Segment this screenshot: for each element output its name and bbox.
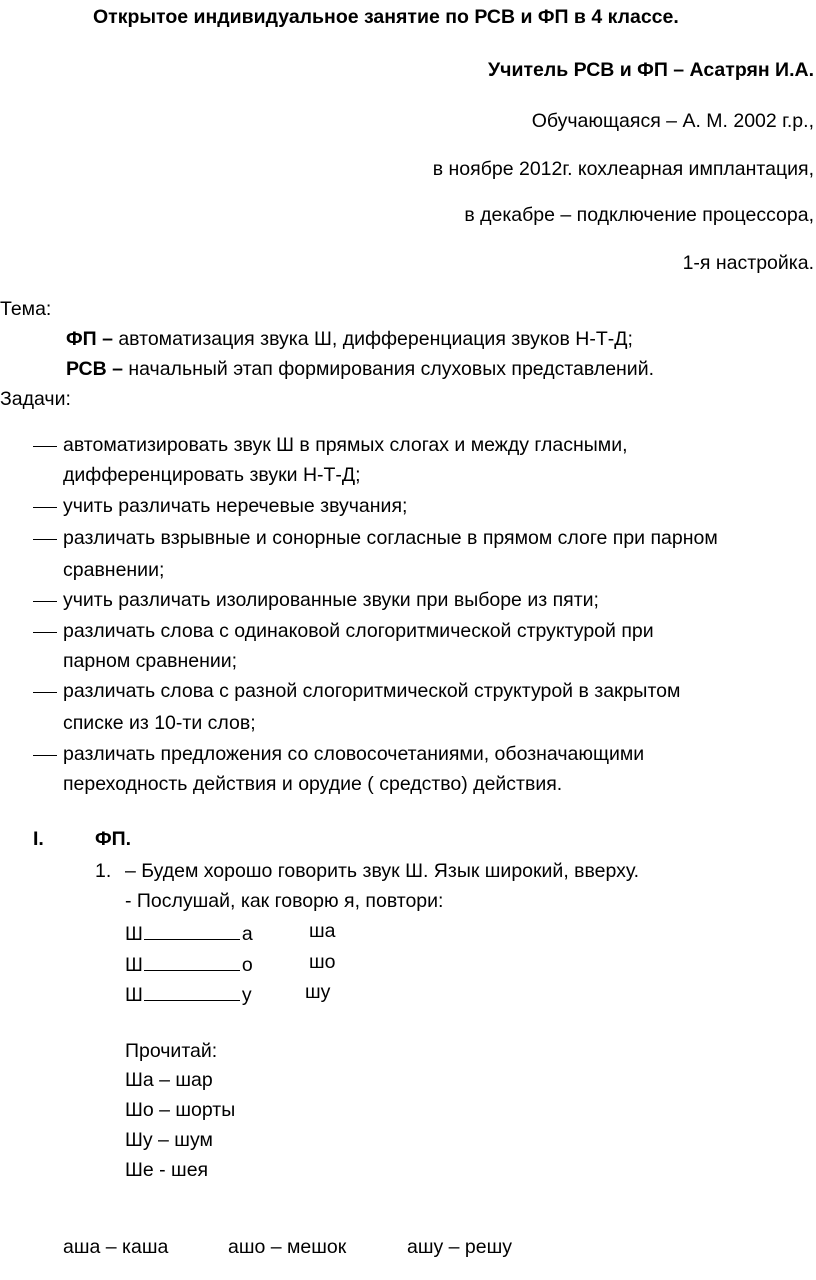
info-line-3: в декабре – подключение процессора, (464, 204, 814, 226)
task-2-line-1: учить различать неречевые звучания; (63, 495, 408, 517)
task-5-line-2: парном сравнении; (63, 650, 238, 672)
word-pair: ашо – мешок (228, 1236, 347, 1258)
syllable-row (125, 953, 253, 976)
list-bullet (33, 692, 57, 693)
list-bullet (33, 507, 57, 508)
syllable-start: Ш (125, 954, 143, 976)
task-4-line-1: учить различать изолированные звуки при выборе из пяти; (63, 589, 599, 611)
topic-item-fp-key: ФП – (66, 328, 113, 350)
syllable-vowel: о (241, 954, 253, 976)
info-line-2: в ноябре 2012г. кохлеарная имплантация, (432, 158, 814, 180)
instruction-line-1: – Будем хорошо говорить звук Ш. Язык широкий, вверху. (125, 860, 640, 882)
syllable-result: шо (309, 951, 336, 973)
list-bullet (33, 632, 57, 633)
document-title: Открытое индивидуальное занятие по РСВ и ФП в 4 классе. (93, 6, 679, 28)
blank-line (144, 983, 240, 1001)
list-bullet (33, 755, 57, 756)
task-6-line-1: различать слова с разной слогоритмической структурой в закрытом (63, 680, 681, 702)
read-item: Ше - шея (125, 1159, 209, 1181)
read-label: Прочитай: (125, 1040, 218, 1062)
topic-item-rsv-key: РСВ – (66, 358, 123, 380)
read-item: Ша – шар (125, 1069, 213, 1091)
syllable-row (125, 983, 252, 1006)
topic-item-rsv-text: начальный этап формирования слуховых представлений. (122, 358, 655, 380)
topic-label: Тема: (0, 298, 52, 320)
section-numeral: I. (33, 828, 44, 850)
topic-item-fp-text: автоматизация звука Ш, дифференциация звуков Н-Т-Д; (112, 328, 633, 350)
syllable-result: ша (309, 920, 336, 942)
section-title: ФП. (95, 828, 132, 850)
task-7-line-2: переходность действия и орудие ( средство) действия. (63, 773, 563, 795)
syllable-start: Ш (125, 923, 143, 945)
syllable-start: Ш (125, 984, 143, 1006)
item-number: 1. (95, 860, 112, 882)
syllable-row (125, 922, 253, 945)
word-pair: аша – каша (63, 1236, 169, 1258)
syllable-result: шу (305, 981, 331, 1003)
task-1-line-2: дифференцировать звуки Н-Т-Д; (63, 464, 361, 486)
instruction-line-2: - Послушай, как говорю я, повтори: (125, 890, 444, 912)
word-pair: ашу – решу (407, 1236, 513, 1258)
blank-line (144, 922, 240, 940)
list-bullet (33, 539, 57, 540)
task-6-line-2: списке из 10-ти слов; (63, 712, 256, 734)
teacher-line: Учитель РСВ и ФП – Асатрян И.А. (488, 59, 814, 81)
info-line-1: Обучающаяся – А. М. 2002 г.р., (531, 110, 814, 132)
topic-item-rsv (66, 360, 654, 380)
read-item: Шу – шум (125, 1129, 213, 1151)
task-7-line-1: различать предложения со словосочетаниями, обозначающими (63, 743, 645, 765)
task-3-line-1: различать взрывные и сонорные согласные в прямом слоге при парном (63, 527, 718, 549)
syllable-vowel: у (241, 984, 252, 1006)
read-item: Шо – шорты (125, 1099, 236, 1121)
task-3-line-2: сравнении; (63, 559, 165, 581)
tasks-label: Задачи: (0, 388, 71, 410)
task-5-line-1: различать слова с одинаковой слогоритмической структурой при (63, 620, 654, 642)
syllable-vowel: а (241, 923, 253, 945)
task-1-line-1: автоматизировать звук Ш в прямых слогах и между гласными, (63, 434, 628, 456)
list-bullet (33, 446, 57, 447)
list-bullet (33, 601, 57, 602)
blank-line (144, 953, 240, 971)
info-line-4: 1-я настройка. (682, 252, 814, 274)
topic-item-fp (66, 330, 633, 350)
